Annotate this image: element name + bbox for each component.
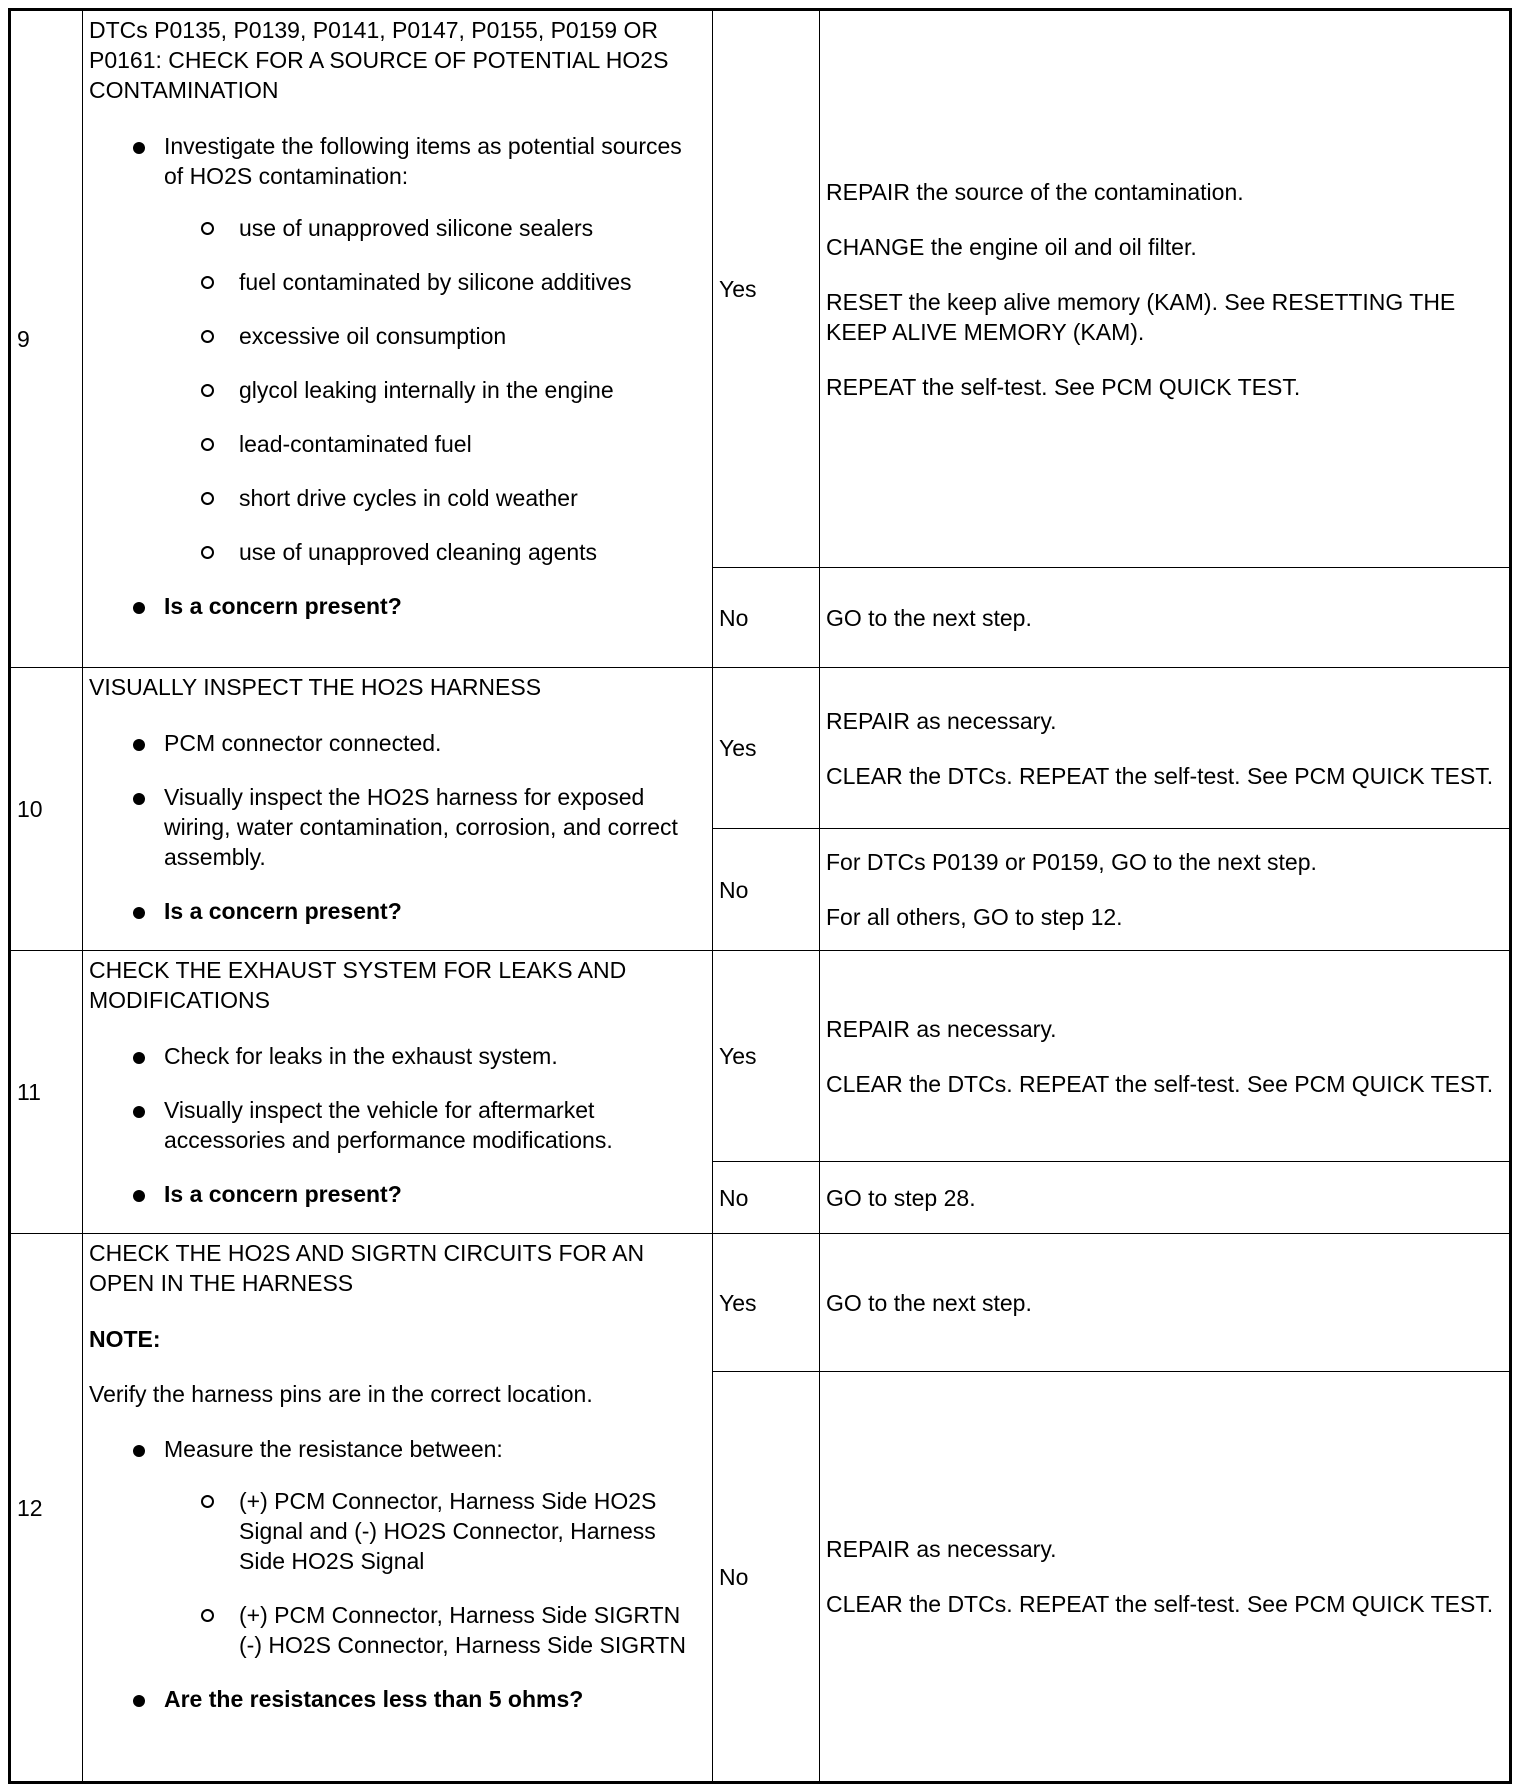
note-text: Verify the harness pins are in the correct location. <box>89 1381 593 1407</box>
question-item: Is a concern present? <box>89 896 706 926</box>
yes-label: Yes <box>713 668 820 829</box>
circle-bullet-icon <box>201 1495 214 1508</box>
bullet-icon <box>133 1052 145 1064</box>
circle-bullet-icon <box>201 330 214 343</box>
bullet-item: Measure the resistance between: (+) PCM Connector, Harness Side HO2S Signal and (-) HO2S Connector, Harness Side HO2S Signal (+) PCM Connector, Harness Side SIGRTN (-) HO2S Connector, Harness Side SIGRTN <box>89 1434 706 1660</box>
bullet-icon <box>133 739 145 751</box>
yes-actions: REPAIR as necessary. CLEAR the DTCs. REPEAT the self-test. See PCM QUICK TEST. <box>820 951 1511 1162</box>
question-item: Is a concern present? <box>89 1179 706 1209</box>
no-label: No <box>713 1372 820 1783</box>
step-11-yes-row <box>10 951 1511 1162</box>
circle-bullet-icon <box>201 1609 214 1622</box>
bullet-icon <box>133 1106 145 1118</box>
sub-bullet-item: (+) PCM Connector, Harness Side SIGRTN (-) HO2S Connector, Harness Side SIGRTN <box>164 1600 706 1660</box>
bullet-list <box>89 1041 706 1209</box>
yes-actions: REPAIR the source of the contamination. CHANGE the engine oil and oil filter. RESET the keep alive memory (KAM). See RESETTING THE KEEP ALIVE MEMORY (KAM). REPEAT the self-test. See PCM QUICK TEST. <box>820 10 1511 568</box>
circle-bullet-icon <box>201 438 214 451</box>
sub-bullet-item: use of unapproved silicone sealers <box>164 213 706 243</box>
bullet-item: Visually inspect the vehicle for aftermarket accessories and performance modifications. <box>89 1095 706 1155</box>
bullet-icon <box>133 793 145 805</box>
step-12-yes-row <box>10 1234 1511 1372</box>
sub-bullet-list <box>164 213 706 567</box>
circle-bullet-icon <box>201 492 214 505</box>
bullet-item: Visually inspect the HO2S harness for exposed wiring, water contamination, corrosion, and correct assembly. <box>89 782 706 872</box>
bullet-icon <box>133 907 145 919</box>
yes-label: Yes <box>713 1234 820 1372</box>
bullet-icon <box>133 602 145 614</box>
step-heading: CHECK THE HO2S AND SIGRTN CIRCUITS FOR AN OPEN IN THE HARNESS <box>89 1240 645 1296</box>
bullet-item: PCM connector connected. <box>89 728 706 758</box>
yes-actions: GO to the next step. <box>820 1234 1511 1372</box>
sub-bullet-item: (+) PCM Connector, Harness Side HO2S Signal and (-) HO2S Connector, Harness Side HO2S Signal <box>164 1486 706 1576</box>
step-11-test <box>83 951 713 1234</box>
step-number: 12 <box>10 1234 83 1783</box>
sub-bullet-item: excessive oil consumption <box>164 321 706 351</box>
no-label: No <box>713 1162 820 1234</box>
bullet-icon <box>133 1190 145 1202</box>
circle-bullet-icon <box>201 384 214 397</box>
circle-bullet-icon <box>201 222 214 235</box>
sub-bullet-list <box>164 1486 706 1660</box>
step-heading: DTCs P0135, P0139, P0141, P0147, P0155, P0159 OR P0161: CHECK FOR A SOURCE OF POTENTIAL HO2S CONTAMINATION <box>89 17 669 103</box>
no-actions: REPAIR as necessary. CLEAR the DTCs. REPEAT the self-test. See PCM QUICK TEST. <box>820 1372 1511 1783</box>
sub-bullet-item: use of unapproved cleaning agents <box>164 537 706 567</box>
yes-label: Yes <box>713 10 820 568</box>
bullet-list <box>89 1434 706 1714</box>
no-label: No <box>713 829 820 951</box>
step-12-test <box>83 1234 713 1783</box>
step-9-test <box>83 10 713 668</box>
bullet-list <box>89 131 706 621</box>
no-label: No <box>713 568 820 668</box>
no-actions: For DTCs P0139 or P0159, GO to the next step. For all others, GO to step 12. <box>820 829 1511 951</box>
no-actions: GO to step 28. <box>820 1162 1511 1234</box>
yes-label: Yes <box>713 951 820 1162</box>
step-number: 11 <box>10 951 83 1234</box>
sub-bullet-item: lead-contaminated fuel <box>164 429 706 459</box>
step-heading: VISUALLY INSPECT THE HO2S HARNESS <box>89 674 542 700</box>
question-item: Are the resistances less than 5 ohms? <box>89 1684 706 1714</box>
sub-bullet-item: fuel contaminated by silicone additives <box>164 267 706 297</box>
step-heading: CHECK THE EXHAUST SYSTEM FOR LEAKS AND MODIFICATIONS <box>89 957 627 1013</box>
note-label: NOTE: <box>89 1326 161 1352</box>
step-9-yes-row <box>10 10 1511 568</box>
step-10-yes-row <box>10 668 1511 829</box>
sub-bullet-item: glycol leaking internally in the engine <box>164 375 706 405</box>
bullet-item: Check for leaks in the exhaust system. <box>89 1041 706 1071</box>
bullet-list <box>89 728 706 926</box>
bullet-item: Investigate the following items as potential sources of HO2S contamination: use of unapproved silicone sealers fuel contaminated by silicone additives excessive oil consumption glycol leaking internally in the engine lead-contaminated fuel short drive cycles in cold weather use of unapproved cleaning agents <box>89 131 706 567</box>
bullet-icon <box>133 1445 145 1457</box>
bullet-icon <box>133 1695 145 1707</box>
no-actions: GO to the next step. <box>820 568 1511 668</box>
step-10-test <box>83 668 713 951</box>
circle-bullet-icon <box>201 276 214 289</box>
yes-actions: REPAIR as necessary. CLEAR the DTCs. REPEAT the self-test. See PCM QUICK TEST. <box>820 668 1511 829</box>
circle-bullet-icon <box>201 546 214 559</box>
step-number: 10 <box>10 668 83 951</box>
bullet-icon <box>133 142 145 154</box>
question-item: Is a concern present? <box>89 591 706 621</box>
step-number: 9 <box>10 10 83 668</box>
diagnostic-table <box>8 8 1512 1784</box>
sub-bullet-item: short drive cycles in cold weather <box>164 483 706 513</box>
